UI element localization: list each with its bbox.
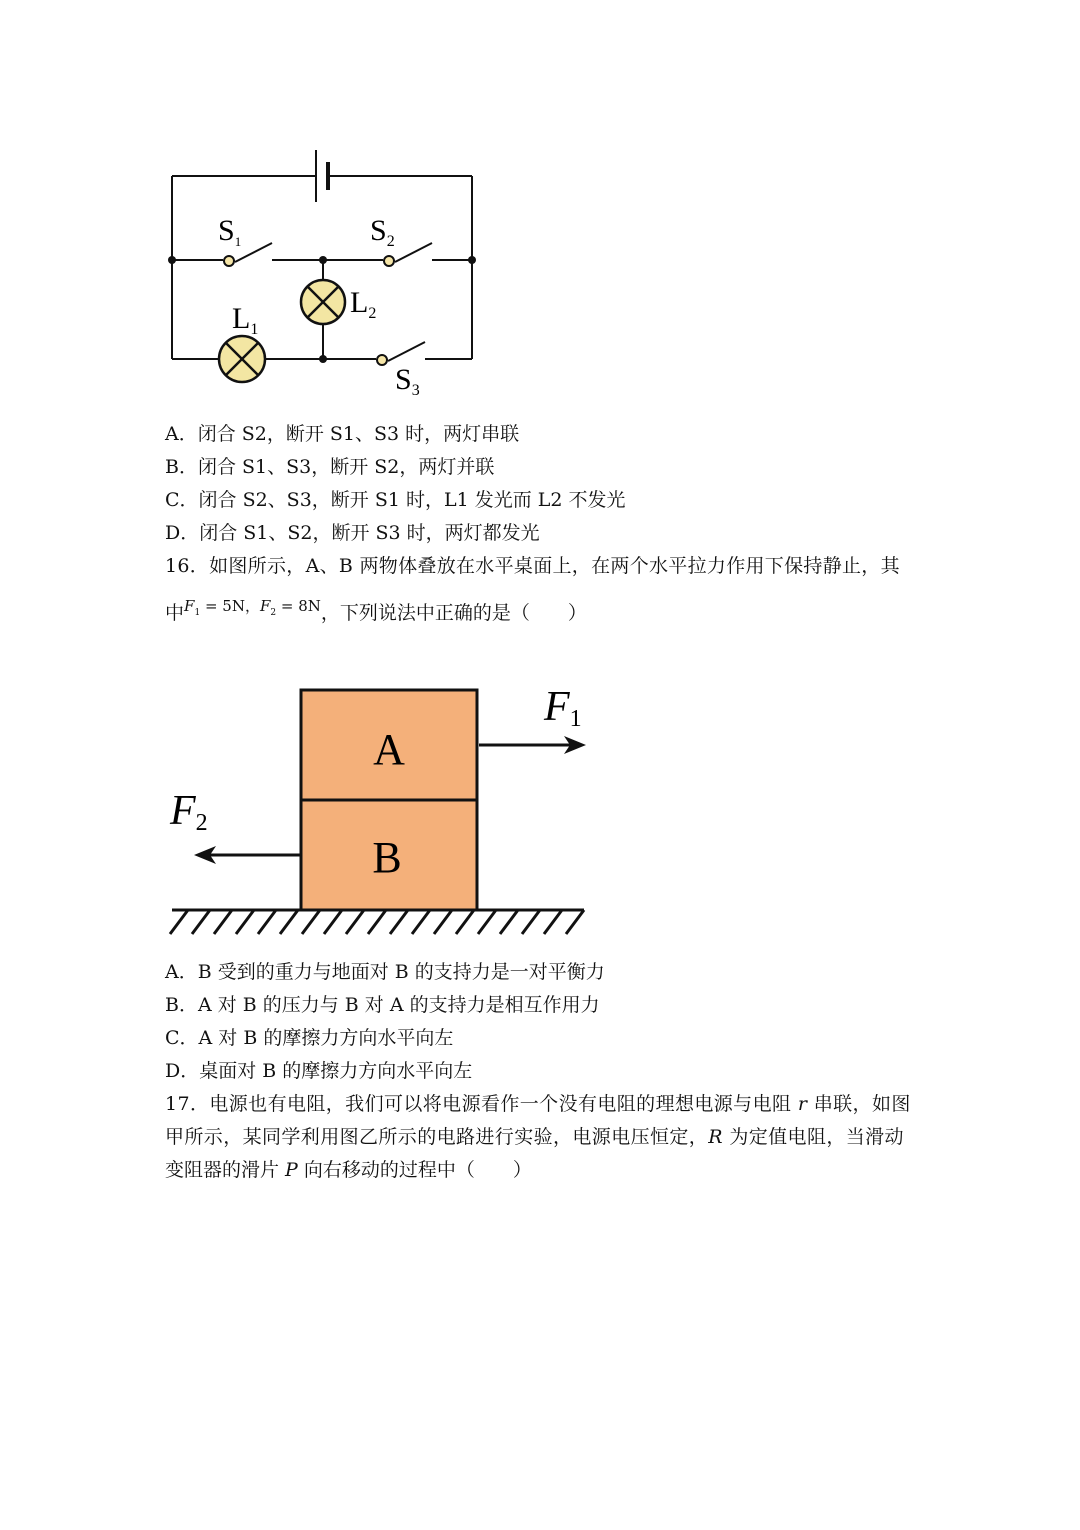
block-b-label: B xyxy=(372,833,402,882)
block-a-label: A xyxy=(373,725,405,774)
q17-stem-line3: 变阻器的滑片 P 向右移动的过程中（ ） xyxy=(165,1159,532,1181)
switch-s2-contact xyxy=(384,256,394,266)
ground-hatching xyxy=(170,910,584,934)
q16-option-a: A．B 受到的重力与地面对 B 的支持力是一对平衡力 xyxy=(165,961,605,983)
label-l2: $L_2$ xyxy=(350,286,377,322)
circuit-diagram xyxy=(150,140,510,410)
label-s2: $S_2$ xyxy=(370,214,395,250)
f2-label: F2 xyxy=(170,788,208,836)
lamp-l1-icon xyxy=(219,336,265,382)
q17-stem-line2: 甲所示，某同学利用图乙所示的电路进行实验，电源电压恒定，R 为定值电阻，当滑动 xyxy=(165,1126,904,1148)
f1-arrow-icon xyxy=(479,736,586,754)
q16-option-d: D．桌面对 B 的摩擦力方向水平向左 xyxy=(165,1060,473,1082)
q15-option-a: A．闭合 S2，断开 S1、S3 时，两灯串联 xyxy=(165,423,520,445)
q16-stem-line2: 中$^{F_1 = 5N,F_2 = 8N}$，下列说法中正确的是（ ） xyxy=(165,597,587,624)
q15-option-d: D．闭合 S1、S2，断开 S3 时，两灯都发光 xyxy=(165,522,540,544)
switch-s3-contact xyxy=(377,355,387,365)
q16-stem-line1: 16．如图所示，A、B 两物体叠放在水平桌面上，在两个水平拉力作用下保持静止，其 xyxy=(165,555,900,577)
label-l1: $L_1$ xyxy=(232,302,259,338)
q15-option-b: B．闭合 S1、S3，断开 S2，两灯并联 xyxy=(165,456,495,478)
q17-stem-line1: 17．电源也有电阻，我们可以将电源看作一个没有电阻的理想电源与电阻 r 串联，如图 xyxy=(165,1093,911,1115)
switch-s3-blade xyxy=(388,342,425,361)
q16-formula: F1 = 5N，F2 = 8N xyxy=(184,597,321,618)
switch-s2-blade xyxy=(395,243,432,262)
q16-option-c: C．A 对 B 的摩擦力方向水平向左 xyxy=(165,1027,454,1049)
label-s3: $S_3$ xyxy=(395,363,420,399)
q16-option-b: B．A 对 B 的压力与 B 对 A 的支持力是相互作用力 xyxy=(165,994,600,1016)
label-s1: $S_1$ xyxy=(218,214,242,249)
blocks-figure xyxy=(160,672,600,942)
lamp-l2-icon xyxy=(301,280,345,324)
f1-label: F1 xyxy=(544,684,582,732)
switch-s1-contact xyxy=(224,256,234,266)
q15-option-c: C．闭合 S2、S3，断开 S1 时，L1 发光而 L2 不发光 xyxy=(165,489,626,511)
f2-arrow-icon xyxy=(194,846,300,864)
